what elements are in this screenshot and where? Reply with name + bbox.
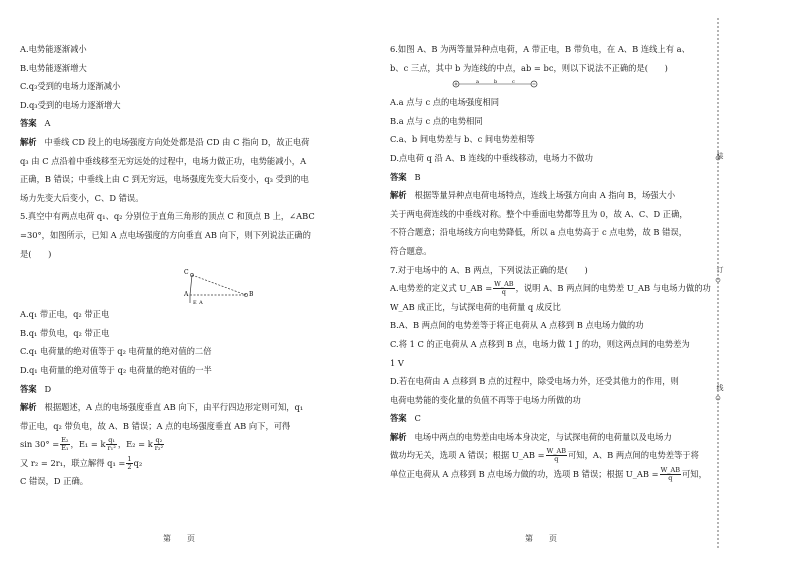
answer-label: 答案	[390, 413, 407, 424]
answer-label: 答案	[20, 118, 37, 129]
q6-option-c: C.a、b 间电势差与 b、c 间电势差相等	[390, 134, 535, 145]
q6-option-a: A.a 点与 c 点的电场强度相同	[390, 97, 500, 108]
fraction: $\frac{\text{q₁}}{\text{r₁²}}$	[107, 436, 116, 453]
answer-label: 答案	[390, 171, 407, 182]
q5-option-a: A.q₁ 带正电，q₂ 带正电	[20, 309, 110, 320]
q7-option-c-cont: 1 V	[390, 357, 404, 368]
edge-ca	[190, 275, 192, 295]
q6-stem-line: 6.如图 A、B 为两等量异种点电荷，A 带正电，B 带负电，在 A、B 连线上有 a、	[390, 44, 690, 54]
q5-stem-line: 5.真空中有两点电荷 q₁、q₂ 分别位于直角三角形的顶点 C 和顶点 B 上，∠ABC	[20, 211, 315, 222]
edge-cb	[192, 275, 246, 295]
q5-stem-line: 是( )	[20, 248, 52, 259]
page-footer-right: 第 页	[525, 534, 557, 543]
q4-analysis-line: q₃ 由 C 点沿着中垂线移至无穷远处的过程中，电场力做正功，电势能减小，A	[20, 155, 307, 166]
q7-option-b: B.A、B 两点间的电势差等于将正电荷从 A 点移到 B 点电场力做的功	[390, 320, 644, 331]
q5-conclusion: C 错误，D 正确。	[20, 476, 89, 487]
q6-analysis-line: 解析 根据等量异种点电荷电场特点，连线上场强方向由 A 指向 B，场强大小	[390, 190, 676, 201]
q7-answer	[390, 409, 712, 428]
point-a: a	[476, 79, 479, 86]
charges-figure	[390, 77, 712, 93]
answer-label: 答案	[20, 383, 37, 394]
binding-label-top: 装	[716, 152, 724, 159]
q7-option-a: A.电势差的定义式 U_AB = $\frac{W\_AB}{q}$ ，说明 A、B 两点间的电势差 U_AB 与电场力做的功	[390, 280, 711, 297]
q5-stem-line: =30°，如图所示，已知 A 点电场强度的方向垂直 AB 向下，则下列说法正确的	[20, 229, 311, 240]
q7-option-d-cont: 电荷电势能的变化量的负值不再等于电场力所做的功	[390, 394, 581, 405]
q5-equation-line: sin 30° = $\frac{\text{E₂}}{\text{E₁}}$ ，E₁ = k $\frac{\text{q₁}}{\text{r₁²}}$ ，E₂ = k $\frac{\text{q₂}}{\text{r₂²}}$	[20, 436, 164, 453]
q4-analysis-line: 正确，B 错误；中垂线上由 C 到无穷远，电场强度先变大后变小，q₃ 受到的电	[20, 174, 309, 185]
q6-option-d: D.点电荷 q 沿 A、B 连线的中垂线移动，电场力不做功	[390, 152, 593, 163]
label-a: A	[184, 291, 189, 299]
point-b: b	[494, 79, 498, 86]
fraction: $\frac{W\_AB}{q}$	[546, 447, 566, 464]
right-column	[390, 40, 712, 484]
answer-value: A	[44, 118, 51, 129]
analysis-label: 解析	[20, 402, 37, 413]
analysis-label: 解析	[390, 190, 407, 201]
q5-analysis-line: 解析 根据题述，A 点的电场强度垂直 AB 向下，由平行四边形定则可知，q₁	[20, 402, 304, 413]
fraction: $\frac{1}{2}$	[127, 454, 132, 471]
q7-option-d: D.若在电荷由 A 点移到 B 点的过程中，除受电场力外，还受其他力的作用，则	[390, 376, 679, 387]
binding-label-mid: 订	[716, 266, 724, 273]
q6-answer	[390, 168, 712, 187]
q4-option-d: D.q₃受到的电场力逐渐增大	[20, 99, 121, 110]
q7-analysis-line: 单位正电荷从 A 点移到 B 点电场力做的功，选项 B 错误；根据 U_AB = $\frac{W\_AB}{q}$ 可知，	[390, 466, 707, 483]
label-b: B	[249, 291, 254, 299]
analysis-label: 解析	[390, 431, 407, 442]
q4-analysis-line: 解析 中垂线 CD 段上的电场强度方向处处都是沿 CD 由 C 指向 D，故正电荷	[20, 136, 310, 147]
left-column	[20, 40, 370, 491]
answer-value: C	[414, 413, 421, 424]
q4-option-b: B.电势能逐渐增大	[20, 62, 87, 73]
q6-stem-line: b、c 三点，其中 b 为连线的中点，ab = bc，则以下说法不正确的是( )	[390, 62, 668, 73]
q4-option-c: C.q₃受到的电场力逐渐减小	[20, 81, 121, 92]
answer-value: B	[414, 171, 421, 182]
fraction: $\frac{W\_AB}{q}$	[660, 466, 680, 483]
q5-solve-line: 又 r₂ = 2r₁，联立解得 q₁ = $\frac{1}{2}$ q₂	[20, 454, 143, 471]
q6-analysis-line: 不符合题意；沿电场线方向电势降低，所以 a 点电势高于 c 点电势，故 B 错误，	[390, 227, 688, 238]
q4-analysis-line: 场力先变大后变小，C、D 错误。	[20, 192, 144, 203]
fraction: $\frac{\text{q₂}}{\text{r₂²}}$	[154, 436, 164, 453]
fraction: $\frac{\text{E₂}}{\text{E₁}}$	[61, 436, 69, 453]
q7-option-c: C.将 1 C 的正电荷从 A 点移到 B 点，电场力做 1 J 的功，则这两点间的电势差为	[390, 338, 690, 349]
q5-option-b: B.q₁ 带负电，q₂ 带正电	[20, 327, 110, 338]
fraction: $\frac{W\_AB}{q}$	[494, 280, 514, 297]
q7-analysis-line: 解析 电场中两点的电势差由电场本身决定，与试探电荷的电荷量以及电场力	[390, 431, 672, 442]
point-c: c	[512, 79, 515, 86]
page-footer-left: 第 页	[163, 534, 195, 543]
q5-answer	[20, 380, 370, 399]
binding-line	[712, 18, 732, 548]
q7-analysis-line: 做功均无关，选项 A 错误；根据 U_AB = $\frac{W\_AB}{q}$ 可知，A、B 两点间的电势差等于将	[390, 447, 699, 464]
label-c: C	[184, 269, 189, 277]
q5-analysis-line: 带正电，q₂ 带负电，故 A、B 错误；A 点的电场强度垂直 AB 向下，可得	[20, 420, 291, 431]
label-ea: E_A	[193, 300, 203, 306]
q6-analysis-line: 符合题意。	[390, 245, 432, 256]
q6-option-b: B.a 点与 c 点的电势相同	[390, 115, 483, 126]
answer-value: D	[44, 383, 52, 394]
q7-option-a-cont: W_AB 成正比，与试探电荷的电荷量 q 成反比	[390, 301, 561, 312]
triangle-figure	[20, 263, 370, 305]
q4-option-a: A.电势能逐渐减小	[20, 44, 87, 54]
q7-stem: 7.对于电场中的 A、B 两点，下列说法正确的是( )	[390, 264, 588, 275]
q6-analysis-line: 关于两电荷连线的中垂线对称。整个中垂面电势都等且为 0，故 A、C、D 正确，	[390, 208, 688, 219]
q5-option-c: C.q₁ 电荷量的绝对值等于 q₂ 电荷量的绝对值的二倍	[20, 346, 212, 357]
q4-answer	[20, 114, 370, 133]
binding-label-bot: 线	[716, 384, 724, 391]
q5-option-d: D.q₁ 电荷量的绝对值等于 q₂ 电荷量的绝对值的一半	[20, 364, 212, 375]
analysis-label: 解析	[20, 136, 37, 147]
